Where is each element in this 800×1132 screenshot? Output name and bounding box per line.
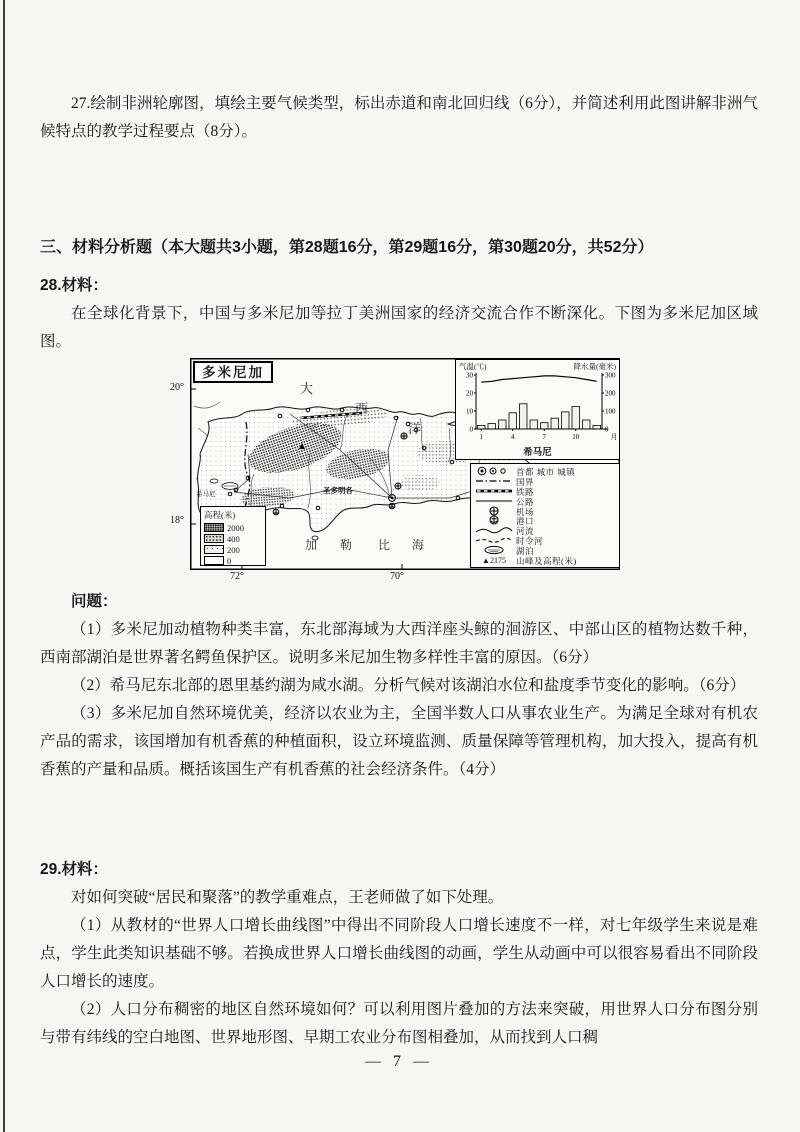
legend-label: 山峰及高程(米): [516, 555, 577, 566]
svg-text:0: 0: [605, 425, 609, 434]
elevation-row: [204, 533, 262, 544]
map-legend: [470, 463, 620, 568]
question-27: 27.绘制非洲轮廓图，填绘主要气候类型，标出赤道和南北回归线（6分），并简述利用此图讲解非洲气候特点的教学过程要点（8分）。: [40, 95, 758, 140]
ocean-label-char: 洋: [408, 421, 422, 436]
caribbean-label-char: 勒: [340, 538, 353, 552]
legend-label: 港口: [516, 516, 535, 527]
elevation-swatch: [204, 523, 224, 532]
climograph-inset: [455, 359, 620, 460]
svg-text:4: 4: [511, 433, 515, 441]
caribbean-label-char: 加: [305, 538, 318, 552]
questions-label: 问题：: [71, 593, 118, 610]
legend-label: 铁路: [516, 486, 535, 497]
map-title: 多米尼加: [193, 361, 273, 383]
legend-row: [475, 556, 617, 566]
elevation-swatch: [204, 556, 224, 565]
elevation-row: [204, 555, 262, 566]
svg-text:30: 30: [466, 371, 473, 380]
page-content: [0, 90, 800, 1076]
peak-legend-symbol: ▲2175: [482, 556, 506, 566]
latitude-label-18: 18°: [170, 515, 184, 526]
svg-text:20: 20: [466, 389, 473, 398]
question-29-label: 29.材料：: [40, 861, 109, 878]
city-label-jimani: 希马尼: [196, 491, 216, 498]
precipitation-axis-title: 降水量(毫米): [573, 362, 616, 371]
elevation-legend-title: 高程(米): [204, 510, 236, 520]
elevation-row: [204, 544, 262, 555]
question-28-3: （3）多米尼加自然环境优美，经济以农业为主，全国半数人口从事农业生产。为满足全球对有机农产品的需求，该国增加有机香蕉的种植面积，设立环境监测、质量保障等管理机构，加大投入，提高有机香蕉的产量和品质。概括该国生产有机香蕉的社会经济条件。（4分）: [40, 705, 758, 778]
svg-text:300: 300: [605, 371, 616, 380]
climograph-plot: [456, 371, 621, 447]
legend-label: 公路: [516, 496, 535, 507]
legend-label: 首都 城市 城镇: [516, 466, 576, 477]
elevation-legend: [200, 506, 266, 566]
elevation-value: 0: [227, 555, 232, 566]
question-28-2: （2）希马尼东北部的恩里基约湖为咸水湖。分析气候对该湖泊水位和盐度季节变化的影响。（6分）: [71, 677, 746, 694]
svg-text:10: 10: [572, 433, 580, 441]
latitude-label-20: 20°: [170, 382, 184, 393]
legend-label: 时令河: [516, 536, 544, 547]
legend-label: 湖泊: [516, 546, 535, 557]
svg-text:100: 100: [605, 407, 616, 416]
page-number: — 7 —: [365, 1053, 433, 1070]
svg-text:200: 200: [605, 389, 616, 398]
question-29-2: （2）人口分布稠密的地区自然环境如何？可以利用图片叠加的方法来突破，用世界人口分布图分别与带有纬线的空白地图、世界地形图、早期工农业分布图相叠加，从而找到人口稠: [40, 1001, 758, 1046]
elevation-value: 2000: [227, 522, 244, 533]
question-28-intro: 在全球化背景下，中国与多米尼加等拉丁美洲国家的经济交流合作不断深化。下图为多米尼加区域图。: [40, 305, 758, 350]
city-label-santo-domingo: 圣多明各: [323, 486, 353, 495]
longitude-label-72: 72°: [230, 571, 244, 582]
station-name: 希马尼: [523, 448, 552, 458]
svg-text:10: 10: [466, 407, 473, 416]
legend-label: 国界: [516, 476, 535, 487]
elevation-swatch: [204, 534, 224, 543]
ocean-label-char: 西: [355, 401, 369, 416]
legend-label: 机场: [516, 506, 535, 517]
elevation-scale: [204, 522, 262, 566]
question-29-intro: 对如何突破“居民和聚落”的教学重难点，王老师做了如下处理。: [71, 889, 504, 906]
scan-edge-artifact: [3, 0, 5, 1132]
ocean-label-char: 大: [300, 381, 314, 396]
svg-text:7: 7: [542, 433, 546, 441]
question-28-label: 28.材料：: [40, 277, 109, 294]
temperature-axis-title: 气温(℃): [459, 362, 487, 371]
lake-legend-symbol: [475, 545, 513, 557]
section-3-heading: 三、材料分析题（本大题共3小题，第28题16分，第29题16分，第30题20分，共52分）: [40, 239, 654, 256]
caribbean-label-char: 比: [378, 538, 391, 552]
svg-text:1: 1: [479, 433, 483, 441]
elevation-row: [204, 522, 262, 533]
legend-label: 河流: [516, 526, 535, 537]
svg-text:月: 月: [610, 433, 618, 441]
question-29-1: （1）从教材的“世界人口增长曲线图”中得出不同阶段人口增长速度不一样，对七年级学生来说是难点，学生此类知识基础不够。若换成世界人口增长曲线图的动画，学生从动画中可以很容易看出不同阶段人口增长的速度。: [40, 917, 758, 990]
longitude-label-70: 70°: [390, 571, 404, 582]
elevation-value: 400: [227, 533, 240, 544]
svg-text:0: 0: [469, 425, 473, 434]
dominica-region-map-figure: [168, 356, 638, 588]
caribbean-label-char: 海: [412, 538, 425, 552]
question-28-1: （1）多米尼加动植物种类丰富，东北部海域为大西洋座头鲸的洄游区、中部山区的植物达数千种，西南部湖泊是世界著名鳄鱼保护区。说明多米尼加生物多样性丰富的原因。（6分）: [40, 621, 758, 666]
elevation-swatch: [204, 545, 224, 554]
elevation-value: 200: [227, 544, 240, 555]
